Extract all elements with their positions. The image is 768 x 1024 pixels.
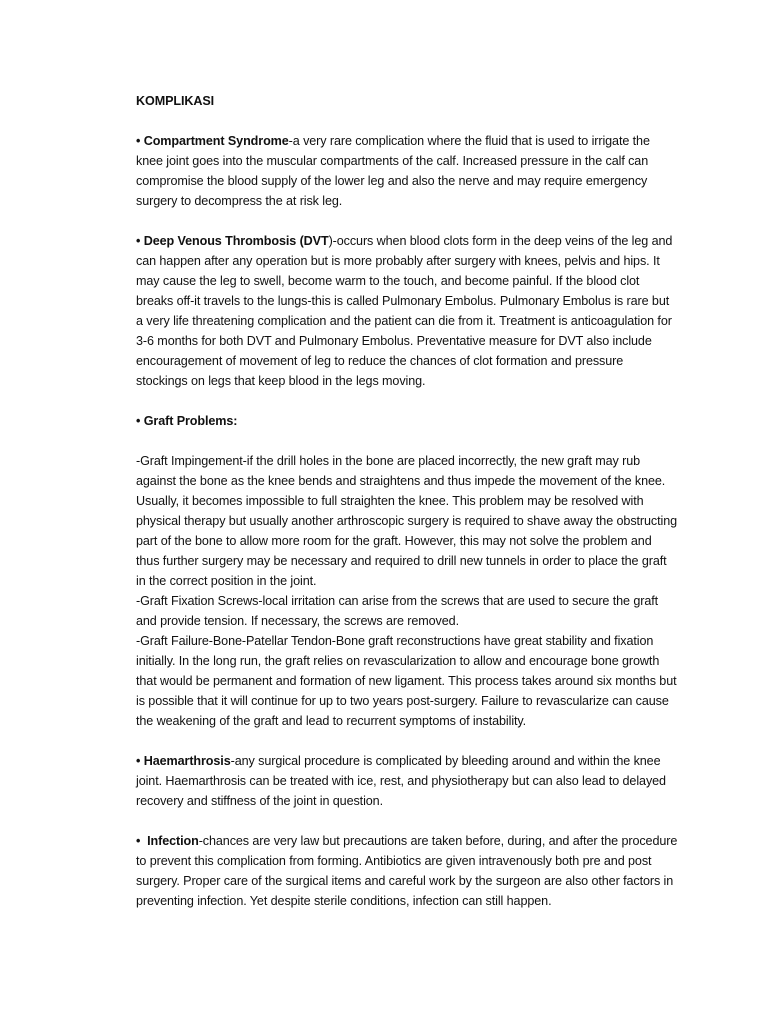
bullet-marker: • <box>136 414 141 428</box>
text-compartment-syndrome: -a very rare complication where the fluid that is used to irrigate the knee joint goes into the muscular compartments of the calf. Increased pressure in the calf can compromise the blood supply of the lower leg and also the nerve and may require emergency surgery to decompress the at risk leg. <box>136 134 650 208</box>
paragraph-graft-fixation-screws: -Graft Fixation Screws-local irritation can arise from the screws that are used to secure the graft and provide tension. If necessary, the screws are removed. <box>136 594 659 628</box>
bullet-marker: • <box>136 834 141 848</box>
term-graft-problems: Graft Problems: <box>143 414 238 428</box>
paragraph-infection <box>136 831 678 911</box>
section-heading: KOMPLIKASI <box>136 94 215 108</box>
term-haemarthrosis: Haemarthrosis <box>143 754 231 768</box>
paragraph-graft-failure: -Graft Failure-Bone-Patellar Tendon-Bone graft reconstructions have great stability and fixation initially. In the long run, the graft relies on revascularization to allow and encourage bone growth that would be permanent and formation of new ligament. This process takes around six months but is possible that it will continue for up to two years post-surgery. Failure to revascularize can cause the weakening of the graft and lead to recurrent symptoms of instability. <box>136 634 677 728</box>
term-infection: Infection <box>147 834 199 848</box>
paragraph-haemarthrosis <box>136 751 678 811</box>
text-haemarthrosis: -any surgical procedure is complicated by bleeding around and within the knee joint. Haemarthrosis can be treated with ice, rest, and physiotherapy but can also lead to delayed recovery and stiffness of the joint in question. <box>136 754 666 808</box>
bullet-marker: • <box>136 134 141 148</box>
paragraph-graft-problems-title <box>136 411 678 431</box>
document-body <box>136 91 678 931</box>
paragraph-graft-impingement: -Graft Impingement-if the drill holes in the bone are placed incorrectly, the new graft may rub against the bone as the knee bends and straightens and thus impede the movement of the knee. Usually, it becomes impossible to full straighten the knee. This problem may be resolved with physical therapy but usually another arthroscopic surgery is required to shave away the obstructing part of the bone to allow more room for the graft. However, this may not solve the problem and thus further surgery may be necessary and required to drill new tunnels in order to place the graft in the correct position in the joint. <box>136 454 678 588</box>
text-infection: -chances are very law but precautions are taken before, during, and after the procedure to prevent this complication from forming. Antibiotics are given intravenously both pre and post surgery. Proper care of the surgical items and careful work by the surgeon are also other factors in preventing infection. Yet despite sterile conditions, infection can still happen. <box>136 834 678 908</box>
paragraph-dvt <box>136 231 678 391</box>
text-dvt: )-occurs when blood clots form in the deep veins of the leg and can happen after any operation but is more probably after surgery with knees, pelvis and hips. It may cause the leg to swell, become warm to the touch, and become painful. If the blood clot breaks off-it travels to the lungs-this is called Pulmonary Embolus. Pulmonary Embolus is rare but a very life threatening complication and the patient can die from it. Treatment is anticoagulation for 3-6 months for both DVT and Pulmonary Embolus. Preventative measure for DVT also include encouragement of movement of leg to reduce the chances of clot formation and pressure stockings on legs that keep blood in the legs moving. <box>136 234 673 388</box>
bullet-marker: • <box>136 754 141 768</box>
paragraph-compartment-syndrome <box>136 131 678 211</box>
term-dvt: Deep Venous Thrombosis (DVT <box>143 234 329 248</box>
term-compartment-syndrome: Compartment Syndrome <box>143 134 289 148</box>
bullet-marker: • <box>136 234 141 248</box>
